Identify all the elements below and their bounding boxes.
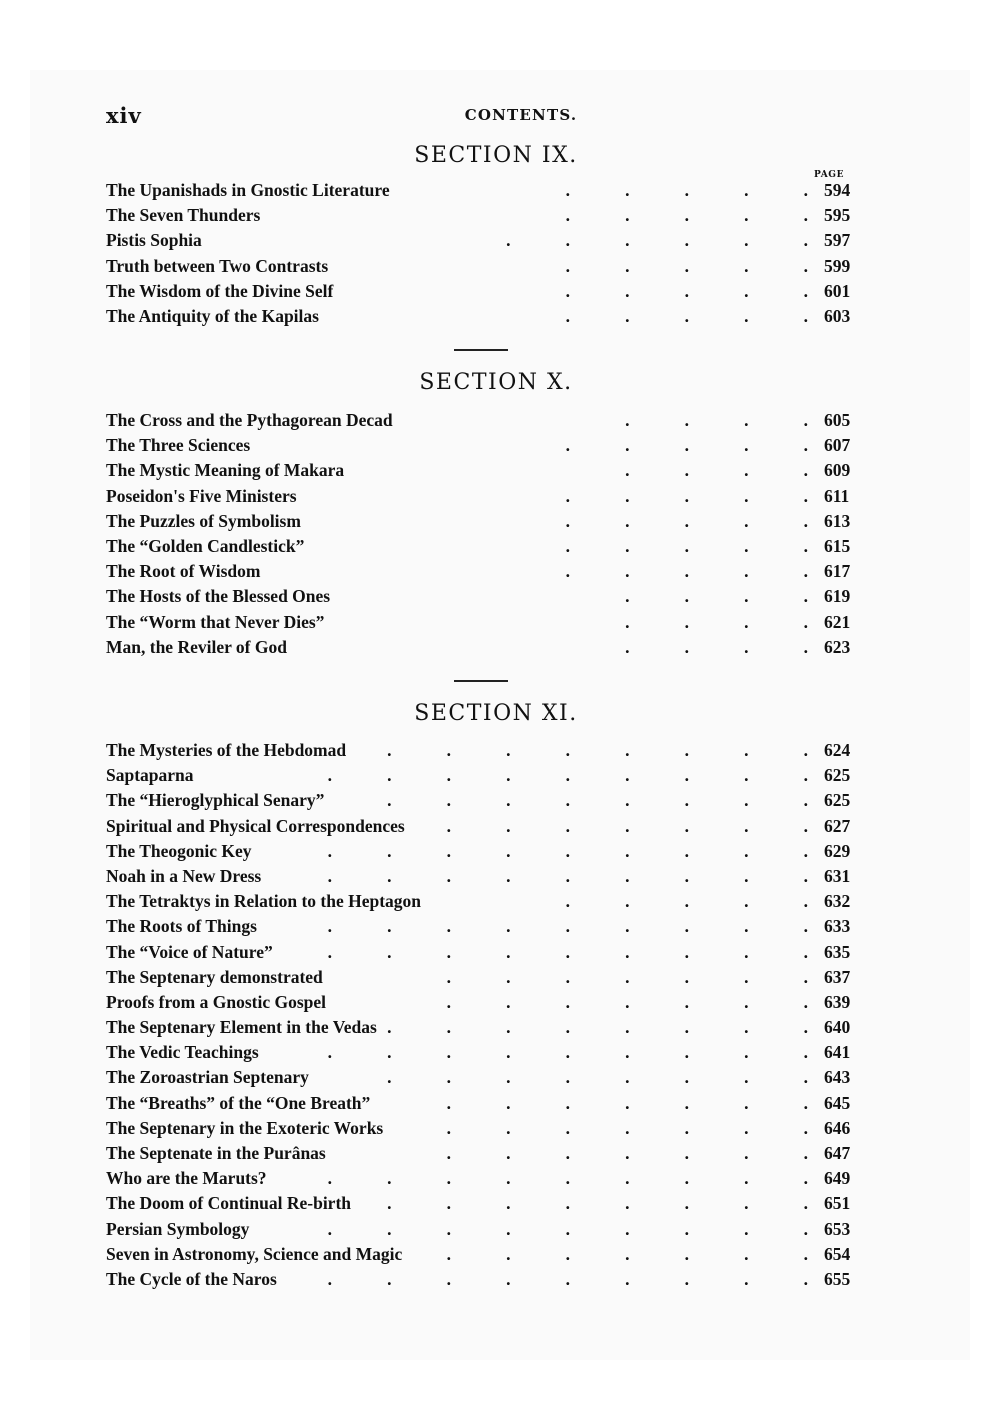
entry-page-number: 641 [824, 1042, 851, 1063]
entry-page-number: 594 [824, 180, 851, 200]
entry-title: The Wisdom of the Divine Self [106, 280, 334, 301]
entry-title: The Roots of Things [106, 916, 257, 937]
dot-leaders: . . . . . . . . [387, 1017, 808, 1038]
entry-title: The Septenate in the Purânas [106, 1143, 326, 1163]
toc-entry [106, 458, 856, 483]
toc-entry [106, 610, 856, 635]
entry-title: Noah in a New Dress [106, 865, 262, 886]
toc-list [106, 408, 856, 660]
entry-title: Proofs from a Gnostic Gospel [106, 991, 327, 1012]
entry-title: The Theogonic Key [106, 840, 252, 861]
section-title: SECTION IX. [414, 143, 578, 168]
entry-title: The “Worm that Never Dies” [106, 611, 325, 632]
entry-title: The Seven Thunders [106, 205, 261, 226]
entry-title: The “Hieroglyphical Senary” [106, 790, 325, 811]
toc-entry [106, 304, 856, 329]
entry-page-number: 649 [824, 1168, 851, 1189]
entry-title: The Root of Wisdom [106, 561, 261, 582]
toc-entry [106, 1242, 856, 1267]
toc-entry [106, 914, 856, 939]
dot-leaders: . . . . . [565, 435, 808, 456]
section-divider [454, 349, 508, 351]
dot-leaders: . . . . . . . [446, 966, 808, 987]
dot-leaders: . . . . . . . [446, 815, 808, 836]
entry-page-number: 609 [824, 460, 851, 481]
entry-page-number: 597 [824, 230, 851, 251]
entry-title: The Upanishads in Gnostic Literature [106, 180, 390, 200]
dot-leaders: . . . . . [565, 255, 808, 276]
entry-title: Saptaparna [106, 765, 194, 786]
dot-leaders: . . . . . [565, 891, 808, 912]
toc-entry [106, 1217, 856, 1242]
section-divider [454, 680, 508, 682]
toc-entry [106, 864, 856, 889]
dot-leaders: . . . . [625, 586, 808, 607]
toc-entry [106, 1040, 856, 1065]
dot-leaders: . . . . . . . . . [327, 765, 808, 786]
dot-leaders: . . . . . [565, 561, 808, 582]
entry-page-number: 615 [824, 535, 851, 556]
entry-page-number: 631 [824, 865, 851, 886]
dot-leaders: . . . . [625, 636, 808, 657]
toc-entry [106, 279, 856, 304]
entry-page-number: 623 [824, 636, 851, 657]
entry-title: Poseidon's Five Ministers [106, 485, 297, 506]
toc-entry [106, 433, 856, 458]
entry-title: The “Golden Candlestick” [106, 535, 305, 556]
toc-list [106, 178, 856, 329]
entry-page-number: 617 [824, 561, 851, 582]
toc-entry [106, 635, 856, 660]
page-number: xiv [106, 103, 142, 128]
entry-title: The “Voice of Nature” [106, 941, 273, 962]
toc-entry [106, 178, 856, 203]
entry-page-number: 640 [824, 1017, 851, 1038]
entry-title: The Septenary in the Exoteric Works [106, 1117, 384, 1138]
toc-entry [106, 484, 856, 509]
toc-entry [106, 738, 856, 763]
entry-title: Truth between Two Contrasts [106, 255, 329, 276]
entry-page-number: 624 [824, 740, 851, 760]
dot-leaders: . . . . . [565, 280, 808, 301]
toc-entry [106, 509, 856, 534]
entry-title: Man, the Reviler of God [106, 636, 287, 657]
dot-leaders: . . . . . [565, 305, 808, 326]
dot-leaders: . . . . [625, 410, 808, 430]
toc-entry [106, 889, 856, 914]
dot-leaders: . . . . . . . [446, 991, 808, 1012]
entry-page-number: 655 [824, 1268, 851, 1289]
dot-leaders: . . . . . [565, 205, 808, 226]
dot-leaders: . . . . . . . . [387, 740, 808, 760]
dot-leaders: . . . . [625, 611, 808, 632]
dot-leaders: . . . . . . . . . [327, 916, 808, 937]
entry-title: Who are the Maruts? [106, 1168, 267, 1189]
toc-entry [106, 839, 856, 864]
entry-page-number: 639 [824, 991, 851, 1012]
toc-entry [106, 763, 856, 788]
dot-leaders: . . . . [625, 460, 808, 481]
entry-title: The Doom of Continual Re-birth [106, 1193, 352, 1214]
toc-entry [106, 408, 856, 433]
dot-leaders: . . . . . . . [446, 1143, 808, 1163]
toc-entry [106, 203, 856, 228]
page-column-label: PAGE [814, 170, 845, 180]
running-title: CONTENTS. [464, 106, 578, 124]
section-title: SECTION X. [419, 370, 573, 395]
running-head [106, 103, 866, 127]
entry-page-number: 603 [824, 305, 851, 326]
entry-page-number: 653 [824, 1218, 851, 1239]
toc-entry [106, 965, 856, 990]
entry-page-number: 599 [824, 255, 851, 276]
toc-entry [106, 814, 856, 839]
entry-page-number: 619 [824, 586, 851, 607]
toc-entry [106, 1166, 856, 1191]
toc-entry [106, 584, 856, 609]
entry-title: Seven in Astronomy, Science and Magic [106, 1243, 403, 1264]
toc-entry [106, 1065, 856, 1090]
dot-leaders: . . . . . . . [446, 1117, 808, 1138]
toc-entry [106, 534, 856, 559]
entry-title: The Mysteries of the Hebdomad [106, 740, 347, 760]
dot-leaders: . . . . . . . . . [327, 1268, 808, 1289]
entry-page-number: 613 [824, 510, 851, 531]
dot-leaders: . . . . . [565, 510, 808, 531]
entry-page-number: 627 [824, 815, 851, 836]
entry-page-number: 647 [824, 1143, 851, 1163]
entry-page-number: 605 [824, 410, 851, 430]
dot-leaders: . . . . . . . . . [327, 1218, 808, 1239]
entry-title: The Cycle of the Naros [106, 1268, 277, 1289]
toc-entry [106, 1267, 856, 1292]
entry-title: The Mystic Meaning of Makara [106, 460, 345, 481]
dot-leaders: . . . . . . . . . [327, 1042, 808, 1063]
dot-leaders: . . . . . . [506, 230, 808, 251]
entry-page-number: 632 [824, 891, 851, 912]
entry-title: Spiritual and Physical Correspondences [106, 815, 405, 836]
entry-title: The Antiquity of the Kapilas [106, 305, 319, 326]
entry-page-number: 601 [824, 280, 851, 301]
toc-entry [106, 559, 856, 584]
dot-leaders: . . . . . [565, 535, 808, 556]
toc-entry [106, 1116, 856, 1141]
dot-leaders: . . . . . . . . . [327, 865, 808, 886]
dot-leaders: . . . . . . . . [387, 790, 808, 811]
dot-leaders: . . . . . . . . . [327, 840, 808, 861]
dot-leaders: . . . . . [565, 485, 808, 506]
entry-title: The Cross and the Pythagorean Decad [106, 410, 393, 430]
dot-leaders: . . . . . . . . [387, 1067, 808, 1088]
toc-entry [106, 788, 856, 813]
dot-leaders: . . . . . [565, 180, 808, 200]
entry-title: The “Breaths” of the “One Breath” [106, 1092, 371, 1113]
entry-title: The Three Sciences [106, 435, 251, 456]
entry-title: The Tetraktys in Relation to the Heptagon [106, 891, 422, 912]
section-title: SECTION XI. [414, 701, 578, 726]
entry-page-number: 625 [824, 765, 851, 786]
entry-page-number: 651 [824, 1193, 851, 1214]
entry-page-number: 633 [824, 916, 851, 937]
toc-entry [106, 940, 856, 965]
dot-leaders: . . . . . . . [446, 1243, 808, 1264]
entry-page-number: 643 [824, 1067, 851, 1088]
entry-page-number: 611 [824, 485, 850, 506]
entry-page-number: 645 [824, 1092, 851, 1113]
entry-page-number: 625 [824, 790, 851, 811]
entry-title: The Vedic Teachings [106, 1042, 259, 1063]
toc-entry [106, 1191, 856, 1216]
toc-entry [106, 1091, 856, 1116]
entry-page-number: 629 [824, 840, 851, 861]
entry-title: The Septenary Element in the Vedas [106, 1017, 377, 1038]
entry-title: The Septenary demonstrated [106, 966, 323, 987]
dot-leaders: . . . . . . . . . [327, 1168, 808, 1189]
toc-entry [106, 254, 856, 279]
entry-page-number: 621 [824, 611, 851, 632]
entry-page-number: 654 [824, 1243, 851, 1264]
entry-title: The Hosts of the Blessed Ones [106, 586, 331, 607]
entry-page-number: 646 [824, 1117, 851, 1138]
entry-page-number: 607 [824, 435, 851, 456]
entry-page-number: 635 [824, 941, 851, 962]
toc-entry [106, 228, 856, 253]
entry-title: The Zoroastrian Septenary [106, 1067, 309, 1088]
toc-entry [106, 1141, 856, 1166]
entry-title: Persian Symbology [106, 1218, 250, 1239]
toc-list [106, 738, 856, 1292]
entry-page-number: 637 [824, 966, 851, 987]
toc-entry [106, 1015, 856, 1040]
dot-leaders: . . . . . . . [446, 1092, 808, 1113]
entry-page-number: 595 [824, 205, 851, 226]
entry-title: Pistis Sophia [106, 230, 202, 251]
entry-title: The Puzzles of Symbolism [106, 510, 301, 531]
toc-entry [106, 990, 856, 1015]
dot-leaders: . . . . . . . . . [327, 941, 808, 962]
dot-leaders: . . . . . . . . [387, 1193, 808, 1214]
